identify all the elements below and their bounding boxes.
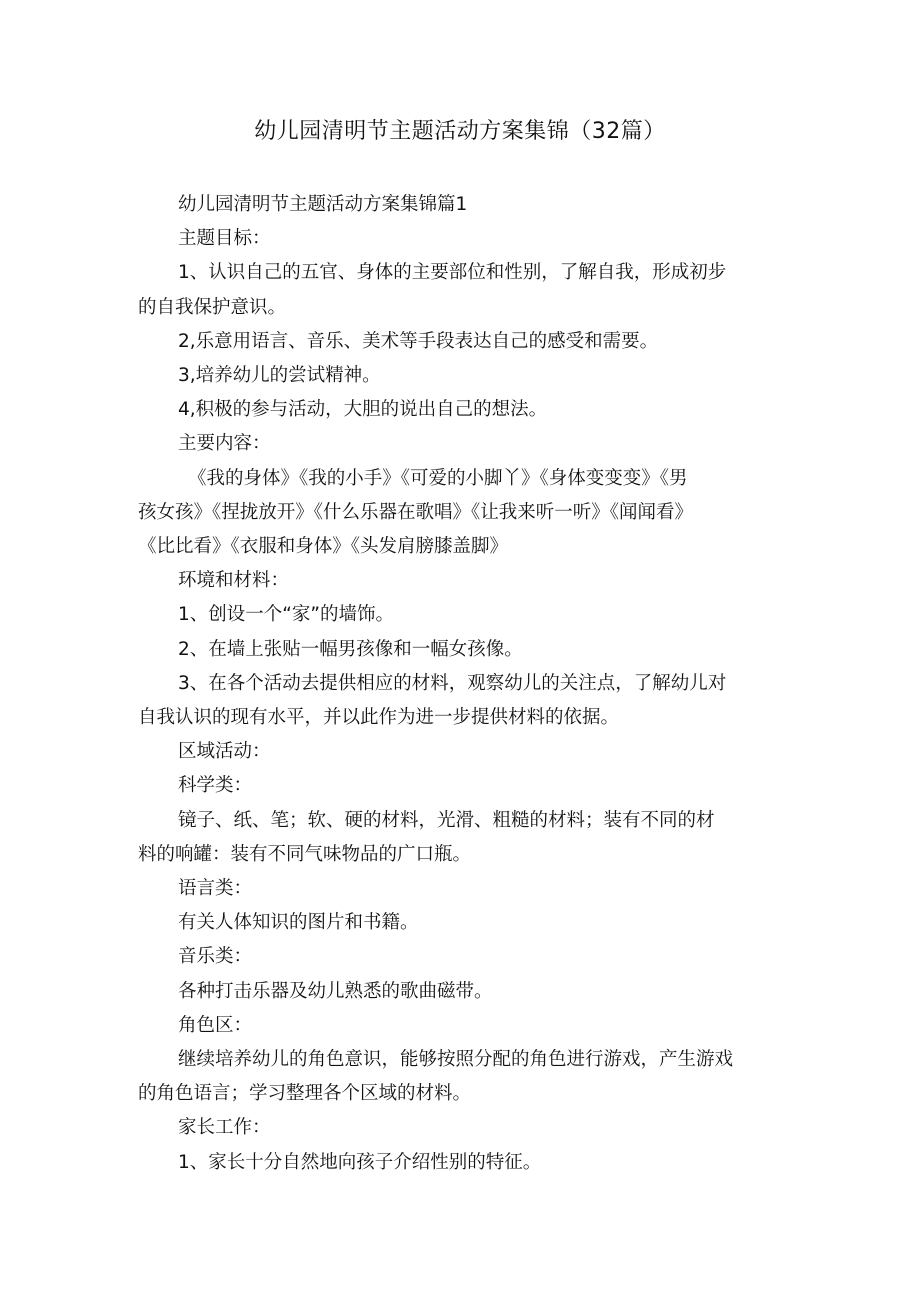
subheading: 家长工作： [178,1117,271,1139]
subheading: 环境和材料： [178,570,290,592]
paragraph-line: 的自我保护意识。 [138,296,287,318]
paragraph-line: 《比比看》《衣服和身体》《头发肩膀膝盖脚》 [138,536,509,558]
subheading: 角色区： [178,1014,253,1036]
paragraph-line: 料的响罐：装有不同气味物品的广口瓶。 [138,843,472,865]
paragraph-line: 自我认识的现有水平，并以此作为进一步提供材料的依据。 [138,707,620,729]
paragraph-line: 的角色语言；学习整理各个区域的材料。 [138,1083,472,1105]
paragraph-line: 继续培养幼儿的角色意识，能够按照分配的角色进行游戏，产生游戏 [178,1049,734,1071]
subheading: 主要内容： [178,433,271,455]
subheading: 主题目标： [178,228,271,250]
paragraph-line: 1、认识自己的五官、身体的主要部位和性别，了解自我，形成初步 [178,262,727,284]
document-body [138,188,788,1180]
subheading: 区域活动： [178,741,271,763]
paragraph-line: 《我的身体》《我的小手》《可爱的小脚丫》《身体变变变》《男 [188,467,688,489]
paragraph-line: 2、在墙上张贴一幅男孩像和一幅女孩像。 [178,638,523,660]
paragraph-line: 有关人体知识的图片和书籍。 [178,912,419,934]
paragraph-line: 各种打击乐器及幼儿熟悉的歌曲磁带。 [178,980,493,1002]
section-heading: 幼儿园清明节主题活动方案集锦篇1 [178,194,468,215]
subheading: 音乐类： [178,946,253,968]
paragraph-line: 镜子、纸、笔；软、硬的材料，光滑、粗糙的材料；装有不同的材 [178,809,715,831]
paragraph-line: 4,积极的参与活动，大胆的说出自己的想法。 [178,399,548,421]
paragraph-line: 3、在各个活动去提供相应的材料，观察幼儿的关注点，了解幼儿对 [178,672,727,694]
paragraph-line: 2,乐意用语言、音乐、美术等手段表达自己的感受和需要。 [178,330,659,352]
paragraph-line: 孩女孩》《捏拢放开》《什么乐器在歌唱》《让我来听一听》《闻闻看》 [138,501,694,523]
document-title: 幼儿园清明节主题活动方案集锦（32篇） [254,119,666,144]
subheading: 科学类： [178,775,253,797]
paragraph-line: 1、家长十分自然地向孩子介绍性别的特征。 [178,1151,542,1173]
paragraph-line: 3,培养幼儿的尝试精神。 [178,365,381,387]
subheading: 语言类： [178,878,253,900]
paragraph-line: 1、创设一个“家”的墙饰。 [178,604,394,626]
